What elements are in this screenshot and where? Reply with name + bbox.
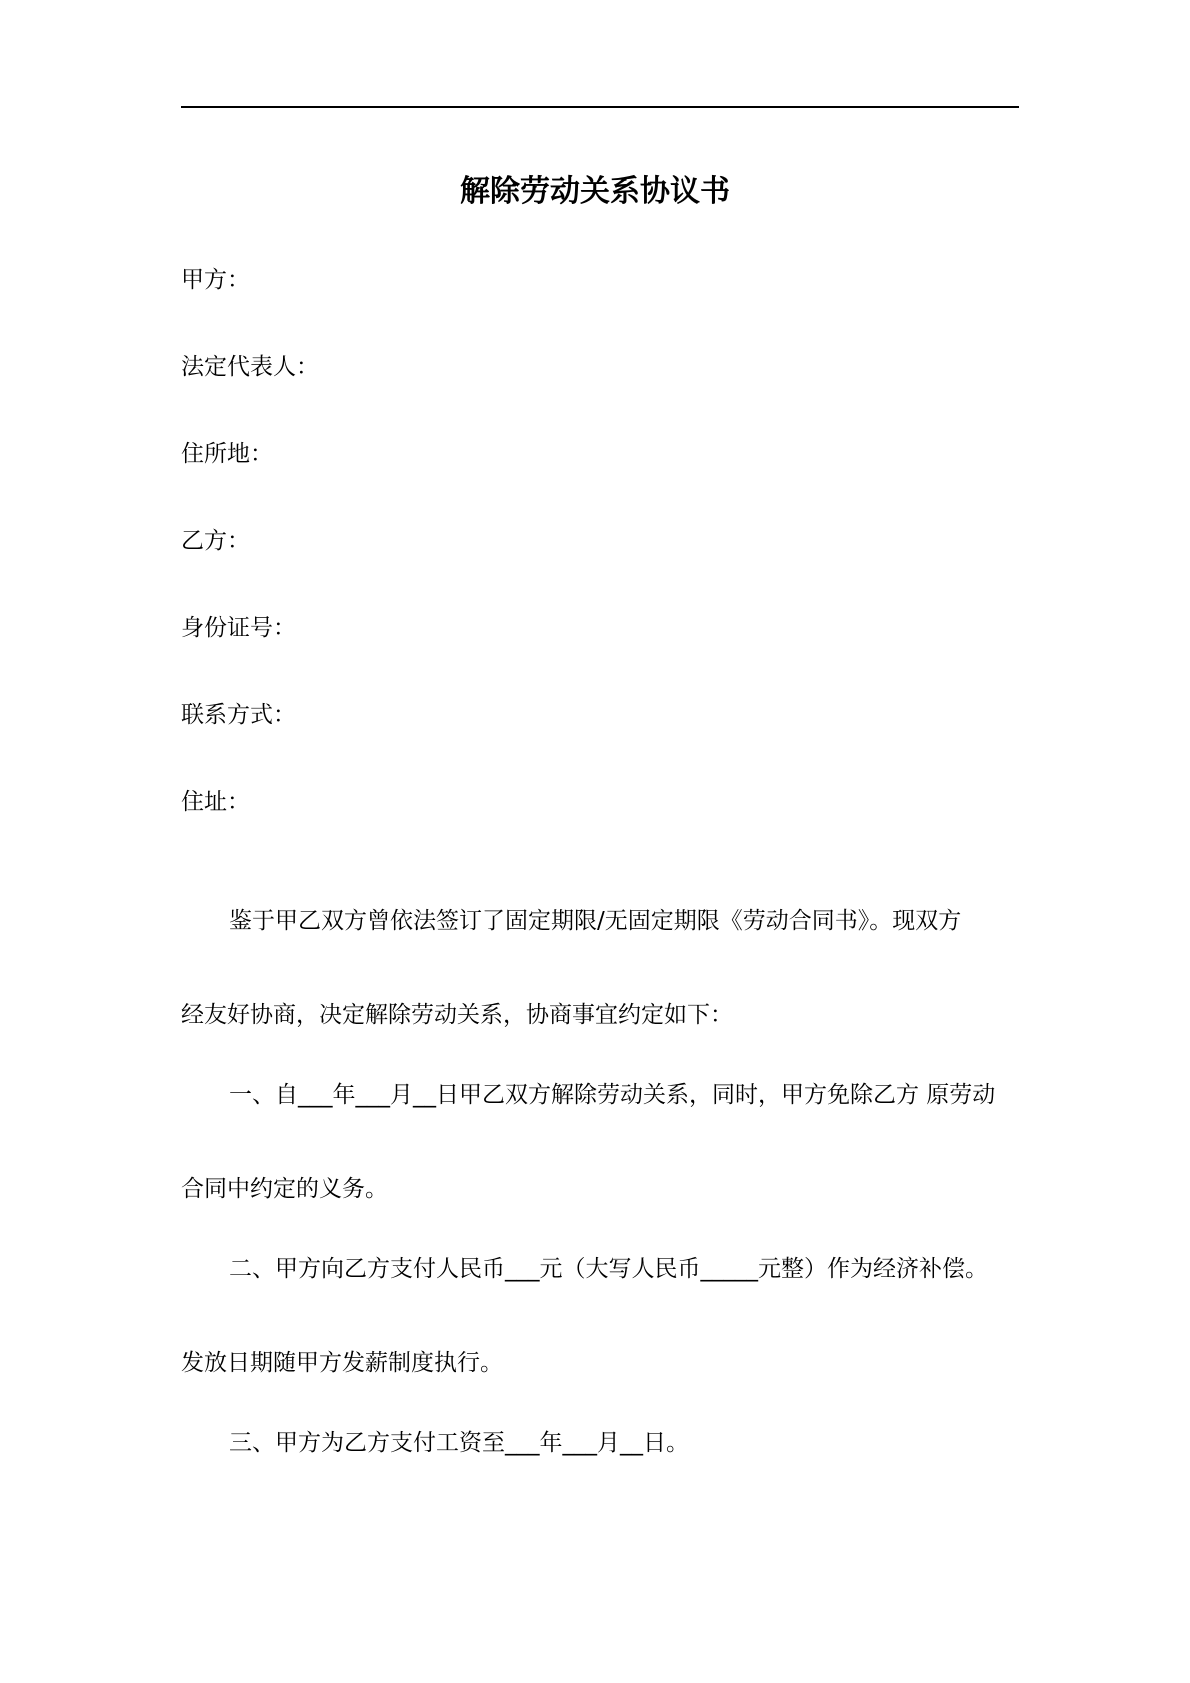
party-b-address-field: 住址： [181, 789, 250, 815]
id-number-field: 身份证号： [181, 615, 296, 641]
party-a-address-field: 住所地： [181, 441, 273, 467]
document-title: 解除劳动关系协议书 [460, 174, 730, 209]
clause-1-line-1: 一、自___年___月__日甲乙双方解除劳动关系，同时，甲方免除乙方 原劳动 [229, 1082, 996, 1108]
preamble-line-2: 经友好协商，决定解除劳动关系，协商事宜约定如下： [181, 1002, 733, 1028]
clause-3-line-1: 三、甲方为乙方支付工资至___年___月__日。 [229, 1430, 689, 1456]
clause-2-line-1: 二、甲方向乙方支付人民币___元（大写人民币_____元整）作为经济补偿。 [229, 1256, 988, 1282]
party-b-field: 乙方： [181, 528, 250, 554]
clause-1-line-2: 合同中约定的义务。 [181, 1176, 388, 1202]
legal-representative-field: 法定代表人： [181, 354, 319, 380]
clause-2-line-2: 发放日期随甲方发薪制度执行。 [181, 1350, 503, 1376]
header-rule [181, 106, 1019, 108]
contact-field: 联系方式： [181, 702, 296, 728]
party-a-field: 甲方： [181, 267, 250, 293]
preamble-line-1: 鉴于甲乙双方曾依法签订了固定期限/无固定期限《劳动合同书》。现双方 [229, 908, 962, 934]
